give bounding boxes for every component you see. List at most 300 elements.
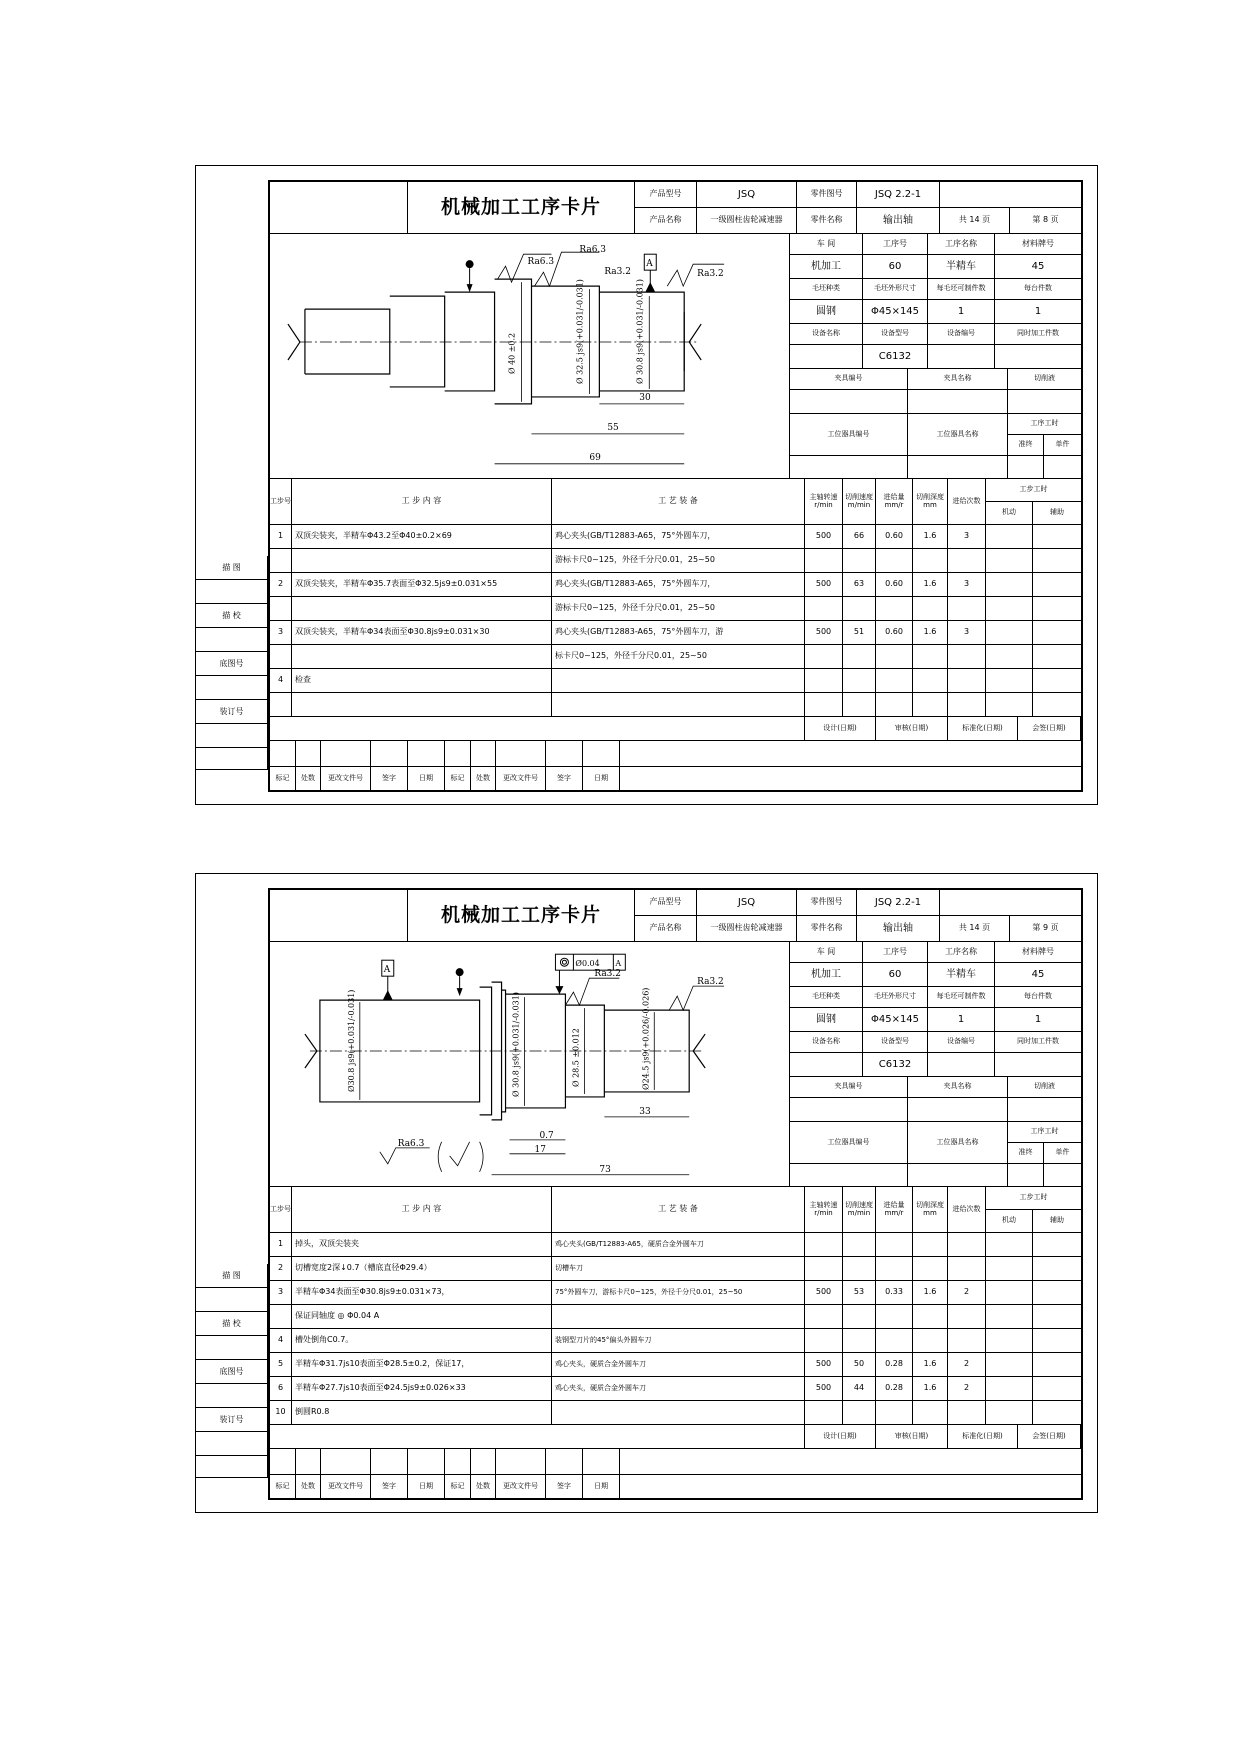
step-no: 10 <box>270 1401 292 1425</box>
sign-countersign: 会签(日期) <box>1018 717 1081 741</box>
label-fixture-no: 夹具编号 <box>790 1077 908 1098</box>
step-speed <box>843 1233 876 1257</box>
prep-time <box>1008 1164 1044 1187</box>
hdr-machine-time: 机动 <box>986 1210 1033 1233</box>
step-depth <box>913 1257 948 1281</box>
machine-no <box>928 1053 995 1077</box>
part-drawing-area <box>270 234 790 479</box>
step-mt-blank <box>986 645 1033 669</box>
label-pieces-per-blank: 每毛坯可制件数 <box>928 279 995 300</box>
step-speed: 66 <box>843 525 876 549</box>
op-name: 半精车 <box>928 963 995 987</box>
hdr-step-no: 工步号 <box>270 1187 292 1233</box>
step-feed-blank <box>876 645 913 669</box>
step-depth: 1.6 <box>913 525 948 549</box>
label-blank-type: 毛坯种类 <box>790 279 863 300</box>
revision-blank <box>583 741 620 767</box>
op-no: 60 <box>863 963 928 987</box>
step-feed: 0.28 <box>876 1377 913 1401</box>
sign-design: 设计(日期) <box>805 1425 876 1449</box>
label-blank-size: 毛坯外形尺寸 <box>863 987 928 1008</box>
side-label-base-no: 底图号 <box>196 652 268 676</box>
revision-label: 更改文件号 <box>321 1475 371 1499</box>
product-name: 一级圆柱齿轮减速器 <box>697 916 797 942</box>
step-eq: 鸡心夹头，硬质合金外圆车刀 <box>552 1377 805 1401</box>
revision-blank <box>620 1475 1081 1499</box>
dim-0-7: 0.7 <box>539 1130 554 1141</box>
label-workshop: 车 间 <box>790 942 863 963</box>
step-eq <box>552 1401 805 1425</box>
blank-type: 圆钢 <box>790 300 863 324</box>
revision-label: 更改文件号 <box>496 767 546 791</box>
step-at <box>1033 1305 1081 1329</box>
step-eq: 切槽车刀 <box>552 1257 805 1281</box>
fixture-no <box>790 390 908 414</box>
step-passes: 2 <box>948 1281 986 1305</box>
label-op-no: 工序号 <box>863 234 928 255</box>
step-feed: 0.60 <box>876 573 913 597</box>
revision-blank <box>270 741 296 767</box>
step-content: 双顶尖装夹，半精车Φ35.7表面至Φ32.5js9±0.031×55 <box>292 573 552 597</box>
step-feed-blank <box>876 693 913 717</box>
revision-blank <box>408 1449 445 1475</box>
step-passes: 3 <box>948 621 986 645</box>
step-mt <box>986 1329 1033 1353</box>
simultaneous <box>995 345 1081 369</box>
hdr-passes: 进给次数 <box>948 479 986 525</box>
prep-time <box>1008 456 1044 479</box>
label-op-name: 工序名称 <box>928 234 995 255</box>
step-mt-blank <box>986 693 1033 717</box>
revision-label: 标记 <box>445 767 471 791</box>
dim-dia-30-8: Ø 30.8 js9(+0.031/-0.031) <box>511 991 521 1097</box>
side-blank <box>196 748 268 770</box>
sign-review: 审核(日期) <box>876 1425 948 1449</box>
label-unit-time: 单件 <box>1044 1143 1081 1164</box>
material: 45 <box>995 963 1081 987</box>
part-name-label: 零件名称 <box>797 916 857 942</box>
sign-standard: 标准化(日期) <box>948 1425 1018 1449</box>
station-no <box>790 456 908 479</box>
step-no: 2 <box>270 573 292 597</box>
part-name-label: 零件名称 <box>797 208 857 234</box>
ra-mark-1: Ra6.3 <box>527 256 555 267</box>
hdr-spindle: 主轴转速 r/min <box>805 1187 843 1233</box>
label-workshop: 车 间 <box>790 234 863 255</box>
revision-blank <box>496 1449 546 1475</box>
label-fixture-name: 夹具名称 <box>908 1077 1008 1098</box>
label-material: 材料牌号 <box>995 234 1081 255</box>
step-eq <box>552 1305 805 1329</box>
hdr-feed: 进给量 mm/r <box>876 1187 913 1233</box>
blank-size: Φ45×145 <box>863 300 928 324</box>
part-no: JSQ 2.2-1 <box>857 890 940 916</box>
machine-no <box>928 345 995 369</box>
ra-mark-general: Ra6.3 <box>397 1138 425 1149</box>
step-mt-blank <box>986 597 1033 621</box>
side-blank <box>196 628 268 652</box>
sign-review: 审核(日期) <box>876 717 948 741</box>
step-feed: 0.60 <box>876 621 913 645</box>
step-at-blank <box>1033 645 1081 669</box>
step-eq: 75°外圆车刀，游标卡尺0~125，外径千分尺0.01，25~50 <box>552 1281 805 1305</box>
step-eq: 装钢型刀片的45°偏头外圆车刀 <box>552 1329 805 1353</box>
step-mt <box>986 1281 1033 1305</box>
label-material: 材料牌号 <box>995 942 1081 963</box>
step-spindle: 500 <box>805 1281 843 1305</box>
ra-mark-4: Ra3.2 <box>697 268 724 279</box>
step-spindle <box>805 1233 843 1257</box>
label-coolant: 切削液 <box>1008 1077 1081 1098</box>
step-mt <box>986 573 1033 597</box>
hdr-step-no: 工步号 <box>270 479 292 525</box>
hdr-depth: 切削深度 mm <box>913 479 948 525</box>
revision-label: 标记 <box>270 767 296 791</box>
step-depth: 1.6 <box>913 621 948 645</box>
revision-label: 签字 <box>546 767 583 791</box>
step-speed <box>843 1257 876 1281</box>
step-passes: 2 <box>948 1353 986 1377</box>
revision-label: 签字 <box>371 767 408 791</box>
step-depth-blank <box>913 549 948 573</box>
workshop: 机加工 <box>790 255 863 279</box>
part-no-label: 零件图号 <box>797 182 857 208</box>
revision-blank <box>620 741 1081 767</box>
side-blank <box>196 676 268 700</box>
footer-blank <box>270 1425 805 1449</box>
header-blank <box>270 890 408 942</box>
step-content: 倒圆R0.8 <box>292 1401 552 1425</box>
side-label-binding-no: 装订号 <box>196 1408 268 1432</box>
datum-a: A <box>383 964 391 975</box>
side-blank <box>196 1384 268 1408</box>
step-mt <box>986 621 1033 645</box>
step-spindle: 500 <box>805 621 843 645</box>
footer-blank <box>270 717 805 741</box>
revision-blank <box>445 1449 471 1475</box>
op-name: 半精车 <box>928 255 995 279</box>
hdr-depth: 切削深度 mm <box>913 1187 948 1233</box>
step-spindle <box>805 669 843 693</box>
step-speed-blank <box>843 645 876 669</box>
revision-label: 处数 <box>296 1475 321 1499</box>
step-speed-blank <box>843 693 876 717</box>
revision-blank <box>583 1449 620 1475</box>
step-depth: 1.6 <box>913 1353 948 1377</box>
process-card-2 <box>195 873 1098 1513</box>
fixture-no <box>790 1098 908 1122</box>
step-speed: 50 <box>843 1353 876 1377</box>
label-machine-model: 设备型号 <box>863 1032 928 1053</box>
page-number: 第 8 页 <box>1010 208 1081 234</box>
hdr-equipment: 工 艺 装 备 <box>552 479 805 525</box>
ra-mark-1: Ra3.2 <box>594 968 621 979</box>
hdr-step-time: 工步工时 <box>986 479 1081 502</box>
step-equipment-line1: 鸡心夹头(GB/T12883-A65，75°外圆车刀， <box>552 573 805 597</box>
product-model: JSQ <box>697 182 797 208</box>
blank-size: Φ45×145 <box>863 1008 928 1032</box>
step-depth: 1.6 <box>913 1281 948 1305</box>
revision-blank <box>620 1449 1081 1475</box>
dim-55: 55 <box>607 422 619 433</box>
step-spindle: 500 <box>805 525 843 549</box>
machine-name <box>790 1053 863 1077</box>
sign-design: 设计(日期) <box>805 717 876 741</box>
step-mt <box>986 1305 1033 1329</box>
step-feed <box>876 1233 913 1257</box>
side-label-check: 描 校 <box>196 604 268 628</box>
revision-label: 标记 <box>270 1475 296 1499</box>
step-depth <box>913 1329 948 1353</box>
step-passes: 3 <box>948 573 986 597</box>
revision-blank <box>296 741 321 767</box>
step-spindle-blank <box>805 597 843 621</box>
step-feed: 0.33 <box>876 1281 913 1305</box>
side-label-trace: 描 图 <box>196 556 268 580</box>
step-eq: 鸡心夹头(GB/T12883-A65，硬质合金外圆车刀 <box>552 1233 805 1257</box>
step-content: 检查 <box>292 669 552 693</box>
revision-blank <box>371 741 408 767</box>
hdr-equipment: 工 艺 装 备 <box>552 1187 805 1233</box>
side-blank <box>196 1456 268 1478</box>
step-at <box>1033 1377 1081 1401</box>
step-passes-blank <box>948 693 986 717</box>
step-content: 双顶尖装夹，半精车Φ34表面至Φ30.8js9±0.031×30 <box>292 621 552 645</box>
step-content-blank <box>292 549 552 573</box>
step-mt <box>986 1401 1033 1425</box>
revision-blank <box>546 1449 583 1475</box>
side-blank <box>196 1288 268 1312</box>
label-op-name: 工序名称 <box>928 942 995 963</box>
step-spindle-blank <box>805 645 843 669</box>
sign-standard: 标准化(日期) <box>948 717 1018 741</box>
step-at <box>1033 669 1081 693</box>
step-speed: 63 <box>843 573 876 597</box>
step-speed-blank <box>843 549 876 573</box>
side-label-check: 描 校 <box>196 1312 268 1336</box>
step-no: 3 <box>270 1281 292 1305</box>
step-passes <box>948 1401 986 1425</box>
ra-mark-2: Ra3.2 <box>697 976 724 987</box>
step-depth <box>913 1233 948 1257</box>
card-title: 机械加工工序卡片 <box>408 182 635 234</box>
revision-label: 标记 <box>445 1475 471 1499</box>
step-passes: 3 <box>948 525 986 549</box>
side-blank <box>196 580 268 604</box>
station-name <box>908 1164 1008 1187</box>
step-at <box>1033 1401 1081 1425</box>
revision-blank <box>296 1449 321 1475</box>
step-equipment-line1: 鸡心夹头(GB/T12883-A65，75°外圆车刀，游 <box>552 621 805 645</box>
blank-type: 圆钢 <box>790 1008 863 1032</box>
step-depth: 1.6 <box>913 573 948 597</box>
step-no: 1 <box>270 525 292 549</box>
step-speed-blank <box>843 597 876 621</box>
step-no: 6 <box>270 1377 292 1401</box>
product-model: JSQ <box>697 890 797 916</box>
step-no: 4 <box>270 669 292 693</box>
step-mt <box>986 1257 1033 1281</box>
dim-dia-32-5: Ø 32.5 js9(+0.031/-0.031) <box>575 278 585 384</box>
step-feed <box>876 1401 913 1425</box>
label-pieces-per-unit: 每台件数 <box>995 987 1081 1008</box>
dim-69: 69 <box>589 452 601 463</box>
step-equipment-line2 <box>552 693 805 717</box>
step-mt <box>986 1377 1033 1401</box>
side-blank <box>196 724 268 748</box>
step-mt <box>986 1233 1033 1257</box>
step-feed-blank <box>876 549 913 573</box>
dim-dia-28-5: Ø 28.5 ±0.012 <box>571 1027 581 1087</box>
step-no-blank <box>270 645 292 669</box>
part-name: 输出轴 <box>857 916 940 942</box>
step-no: 1 <box>270 1233 292 1257</box>
step-depth <box>913 1305 948 1329</box>
step-speed: 44 <box>843 1377 876 1401</box>
label-unit-time: 单件 <box>1044 435 1081 456</box>
step-spindle: 500 <box>805 573 843 597</box>
part-drawing-area <box>270 942 790 1187</box>
step-no-blank <box>270 549 292 573</box>
step-at <box>1033 621 1081 645</box>
card-frame <box>268 180 1083 792</box>
revision-label: 处数 <box>296 767 321 791</box>
step-content: 半精车Φ27.7js10表面至Φ24.5js9±0.026×33 <box>292 1377 552 1401</box>
step-spindle-blank <box>805 549 843 573</box>
station-name <box>908 456 1008 479</box>
step-spindle <box>805 1401 843 1425</box>
coaxiality-datum: A <box>615 958 622 968</box>
hdr-passes: 进给次数 <box>948 1187 986 1233</box>
step-speed: 51 <box>843 621 876 645</box>
revision-blank <box>471 741 496 767</box>
dim-dia-40: Ø 40 ±0.2 <box>507 332 517 374</box>
label-machine-name: 设备名称 <box>790 1032 863 1053</box>
dim-dia-30-8: Ø 30.8 js9(+0.031/-0.031) <box>635 278 645 384</box>
machine-name <box>790 345 863 369</box>
dim-17: 17 <box>534 1144 546 1155</box>
step-at <box>1033 1281 1081 1305</box>
step-speed <box>843 1305 876 1329</box>
step-content: 掉头，双顶尖装夹 <box>292 1233 552 1257</box>
revision-blank <box>270 1449 296 1475</box>
step-passes-blank <box>948 645 986 669</box>
revision-label: 更改文件号 <box>321 767 371 791</box>
dim-33: 33 <box>639 1106 651 1117</box>
revision-blank <box>471 1449 496 1475</box>
header-blank <box>940 182 1081 208</box>
dim-dia-24-5: Ø24.5 js9(+0.026/-0.026) <box>641 987 651 1090</box>
step-content: 半精车Φ31.7js10表面至Φ28.5±0.2，保证17， <box>292 1353 552 1377</box>
hdr-feed: 进给量 mm/r <box>876 479 913 525</box>
step-mt <box>986 669 1033 693</box>
hdr-step-content: 工 步 内 容 <box>292 479 552 525</box>
step-depth <box>913 1401 948 1425</box>
step-passes <box>948 1257 986 1281</box>
revision-blank <box>496 741 546 767</box>
label-station-no: 工位器具编号 <box>790 414 908 456</box>
step-no: 5 <box>270 1353 292 1377</box>
revision-label: 签字 <box>371 1475 408 1499</box>
step-passes <box>948 1233 986 1257</box>
step-passes-blank <box>948 597 986 621</box>
pieces-per-unit: 1 <box>995 300 1081 324</box>
step-depth-blank <box>913 693 948 717</box>
ra-mark-2: Ra6.3 <box>579 244 606 255</box>
step-content: 半精车Φ34表面至Φ30.8js9±0.031×73， <box>292 1281 552 1305</box>
step-passes <box>948 1329 986 1353</box>
side-label-base-no: 底图号 <box>196 1360 268 1384</box>
pieces-per-blank: 1 <box>928 1008 995 1032</box>
part-no-label: 零件图号 <box>797 890 857 916</box>
step-feed <box>876 1329 913 1353</box>
step-eq: 鸡心夹头，硬质合金外圆车刀 <box>552 1353 805 1377</box>
step-feed <box>876 669 913 693</box>
label-fixture-no: 夹具编号 <box>790 369 908 390</box>
step-no <box>270 1305 292 1329</box>
step-speed <box>843 1401 876 1425</box>
step-depth-blank <box>913 645 948 669</box>
step-at <box>1033 573 1081 597</box>
product-name-label: 产品名称 <box>635 916 697 942</box>
side-blank <box>196 1432 268 1456</box>
hdr-aux-time: 辅助 <box>1033 1210 1081 1233</box>
label-prep-time: 准终 <box>1008 435 1044 456</box>
step-at <box>1033 525 1081 549</box>
step-no: 3 <box>270 621 292 645</box>
label-blank-type: 毛坯种类 <box>790 987 863 1008</box>
dim-30: 30 <box>639 392 651 403</box>
label-station-no: 工位器具编号 <box>790 1122 908 1164</box>
revision-blank <box>321 1449 371 1475</box>
coolant <box>1008 1098 1081 1122</box>
step-at-blank <box>1033 693 1081 717</box>
total-pages: 共 14 页 <box>940 916 1010 942</box>
step-at <box>1033 1353 1081 1377</box>
step-no-blank <box>270 597 292 621</box>
header-blank <box>940 890 1081 916</box>
product-model-label: 产品型号 <box>635 182 697 208</box>
step-spindle: 500 <box>805 1353 843 1377</box>
step-speed <box>843 669 876 693</box>
product-model-label: 产品型号 <box>635 890 697 916</box>
revision-blank <box>321 741 371 767</box>
datum-a: A <box>646 258 653 269</box>
label-simultaneous: 同时加工件数 <box>995 324 1081 345</box>
step-depth-blank <box>913 597 948 621</box>
step-no: 4 <box>270 1329 292 1353</box>
step-spindle <box>805 1305 843 1329</box>
revision-blank <box>445 741 471 767</box>
side-blank <box>196 1336 268 1360</box>
step-content: 保证同轴度 ◎ Φ0.04 A <box>292 1305 552 1329</box>
step-feed <box>876 1257 913 1281</box>
machine-model: C6132 <box>863 345 928 369</box>
step-content-blank <box>292 693 552 717</box>
step-content-blank <box>292 645 552 669</box>
unit-time <box>1044 456 1081 479</box>
revision-label: 日期 <box>408 1475 445 1499</box>
step-content: 槽处倒角C0.7。 <box>292 1329 552 1353</box>
label-fixture-name: 夹具名称 <box>908 369 1008 390</box>
label-coolant: 切削液 <box>1008 369 1081 390</box>
coaxiality-value: Ø0.04 <box>575 958 600 968</box>
revision-label: 更改文件号 <box>496 1475 546 1499</box>
label-pieces-per-blank: 每毛坯可制件数 <box>928 987 995 1008</box>
side-label-binding-no: 装订号 <box>196 700 268 724</box>
step-content: 切槽宽度2深↓0.7（槽底直径Φ29.4） <box>292 1257 552 1281</box>
revision-label: 日期 <box>583 1475 620 1499</box>
